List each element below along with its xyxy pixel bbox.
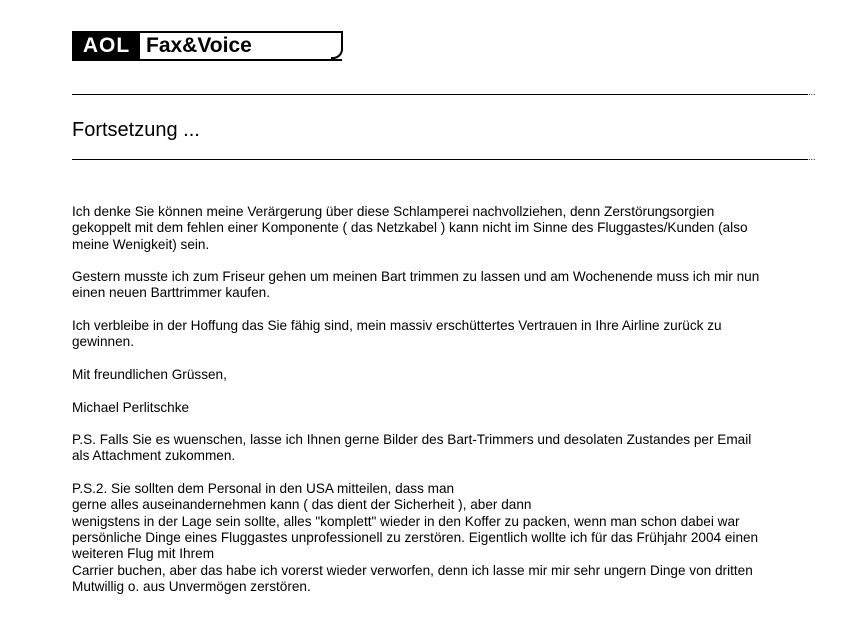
paragraph-line: gerne alles auseinandernehmen kann ( das dient der Sicherheit ), aber dann [72, 497, 532, 513]
paragraph-line: weiteren Flug mit Ihrem [72, 546, 215, 562]
letter-paragraph [72, 400, 832, 416]
header-divider-bottom-dots: ... [808, 152, 816, 162]
paragraph-line: einen neuen Barttrimmer kaufen. [72, 285, 270, 301]
letter-paragraph [72, 269, 832, 302]
paragraph-line: Ich verbleibe in der Hoffung das Sie fähig sind, mein massiv erschüttertes Vertrauen in Ihre Airline zurück zu [72, 318, 722, 334]
letter-paragraph [72, 318, 832, 351]
page-heading: Fortsetzung ... [72, 119, 200, 141]
letter-paragraph [72, 481, 832, 595]
header-divider-bottom [72, 159, 808, 160]
letter-paragraph [72, 204, 832, 253]
header-divider-top [72, 94, 808, 95]
paragraph-line: P.S.2. Sie sollten dem Personal in den USA mitteilen, dass man [72, 481, 455, 497]
logo-product: Fax&Voice [140, 33, 342, 59]
paragraph-line: P.S. Falls Sie es wuenschen, lasse ich Ihnen gerne Bilder des Bart-Trimmers und desolaten Zustandes per Email [72, 432, 752, 448]
paragraph-line: gewinnen. [72, 334, 134, 350]
paragraph-line: als Attachment zukommen. [72, 448, 236, 464]
paragraph-line: meine Wenigkeit) sein. [72, 236, 210, 252]
logo-brand: AOL [74, 33, 140, 59]
paragraph-line: gekoppelt mit dem fehlen einer Komponente ( das Netzkabel ) kann nicht im Sinne des Fluggastes/Kunden (also [72, 220, 748, 236]
paragraph-line: Gestern musste ich zum Friseur gehen um meinen Bart trimmen zu lassen und am Wochenende muss ich mir nun [72, 269, 760, 285]
paragraph-line: Mutwillig o. aus Unvermögen zerstören. [72, 578, 311, 594]
paragraph-line: wenigstens in der Lage sein sollte, alles "komplett" wieder in den Koffer zu packen, wenn man schon dabei war [72, 513, 740, 529]
letter-paragraph [72, 432, 832, 465]
letter-body [72, 204, 832, 611]
paragraph-line: persönliche Dinge eines Fluggastes unprofessionell zu zerstören. Eigentlich wollte ich für das Frühjahr 2004 einen [72, 529, 759, 545]
paragraph-line: Ich denke Sie können meine Verärgerung über diese Schlamperei nachvollziehen, denn Zerstörungsorgien [72, 204, 715, 219]
header-divider-top-dots: ... [808, 87, 816, 97]
letter-paragraph [72, 367, 832, 383]
paragraph-line: Carrier buchen, aber das habe ich vorerst wieder verworfen, denn ich lasse mir mir sehr ungern Dinge von dritten [72, 562, 753, 578]
aol-fax-voice-logo [72, 31, 342, 61]
paragraph-line: Mit freundlichen Grüssen, [72, 366, 227, 382]
paragraph-line: Michael Perlitschke [72, 399, 190, 415]
